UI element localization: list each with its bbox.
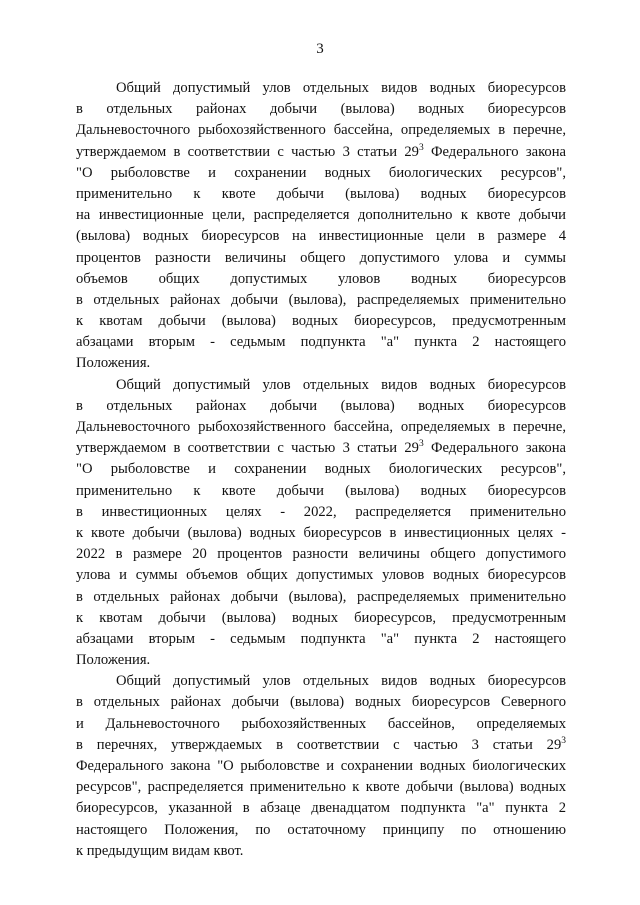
line-text: применительно к квоте добычи (вылова) водных биоресурсов	[76, 482, 566, 499]
line-text: Положения.	[76, 652, 151, 669]
line-text: улова и суммы объемов общих допустимых уловов водных биоресурсов	[76, 567, 566, 584]
text-line	[76, 226, 566, 247]
superscript: 3	[418, 439, 424, 450]
line-text: в инвестиционных целях - 2022, распределяется применительно	[76, 503, 566, 520]
line-text: "О рыболовстве и сохранении водных биологических ресурсов",	[76, 164, 566, 181]
paragraph	[76, 375, 566, 672]
superscript: 3	[418, 142, 424, 153]
text-line	[76, 587, 566, 608]
line-text: в отдельных районах добычи (вылова) водных биоресурсов	[76, 397, 566, 414]
text-line	[76, 417, 566, 438]
text-line	[76, 184, 566, 205]
text-line	[76, 671, 566, 692]
line-text: Дальневосточного рыбохозяйственного бассейна, определяемых в перечне,	[76, 419, 566, 435]
text-line	[76, 290, 566, 311]
text-line	[76, 205, 566, 226]
text-line	[76, 735, 566, 756]
text-line	[76, 248, 566, 269]
line-text: ресурсов", распределяется применительно к квоте добычи (вылова) водных	[76, 779, 566, 796]
text-line	[76, 523, 566, 544]
line-text: абзацами вторым - седьмым подпункта "а" пункта 2 настоящего	[76, 630, 566, 647]
text-line	[76, 269, 566, 290]
page-number: 3	[316, 41, 324, 57]
line-text: (вылова) водных биоресурсов на инвестиционные цели в размере 4	[76, 228, 566, 245]
line-text: Федерального закона "О рыболовстве и сохранении водных биологических	[76, 758, 566, 774]
text-line	[76, 311, 566, 332]
text-line	[76, 544, 566, 565]
line-text: к квотам добычи (вылова) водных биоресурсов, предусмотренным	[76, 313, 566, 330]
line-text: процентов разности величины общего допустимого улова и суммы	[76, 249, 566, 266]
line-text: к квотам добычи (вылова) водных биоресурсов, предусмотренным	[76, 609, 566, 626]
text-line	[76, 650, 566, 671]
line-text: в отдельных районах добычи (вылова) водных биоресурсов Северного	[76, 694, 566, 711]
text-line	[76, 375, 566, 396]
text-line	[76, 714, 566, 735]
line-text: биоресурсов, указанной в абзаце двенадцатом подпункта "а" пункта 2	[76, 800, 566, 817]
text-line	[76, 99, 566, 120]
line-text: утверждаемом в соответствии с частью 3 статьи 29	[76, 143, 419, 160]
text-line	[76, 353, 566, 374]
line-text: Общий допустимый улов отдельных видов водных биоресурсов	[116, 80, 566, 96]
paragraph	[76, 671, 566, 862]
line-text: к предыдущим видам квот.	[76, 842, 244, 859]
line-text: и Дальневосточного рыбохозяйственных бассейнов, определяемых	[76, 715, 566, 732]
line-text: абзацами вторым - седьмым подпункта "а" пункта 2 настоящего	[76, 334, 566, 351]
line-text: к квоте добычи (вылова) водных биоресурсов в инвестиционных целях -	[76, 524, 566, 541]
text-line	[76, 163, 566, 184]
text-line	[76, 396, 566, 417]
text-line	[76, 120, 566, 141]
text-line	[76, 692, 566, 713]
text-line	[76, 78, 566, 99]
paragraph	[76, 78, 566, 375]
line-text: на инвестиционные цели, распределяется дополнительно к квоте добычи	[76, 207, 566, 224]
text-line	[76, 841, 566, 862]
text-line	[76, 798, 566, 819]
text-line	[76, 629, 566, 650]
text-line	[76, 502, 566, 523]
line-text: в отдельных районах добычи (вылова), распределяемых применительно	[76, 588, 566, 605]
text-line	[76, 459, 566, 480]
text-line	[76, 820, 566, 841]
text-line	[76, 142, 566, 163]
line-text: настоящего Положения, по остаточному принципу по отношению	[76, 821, 566, 838]
line-text-after: Федерального закона	[423, 143, 566, 160]
line-text: 2022 в размере 20 процентов разности величины общего допустимого	[76, 546, 566, 563]
text-line	[76, 777, 566, 798]
line-text: Общий допустимый улов отдельных видов водных биоресурсов	[116, 673, 566, 690]
text-line	[76, 756, 566, 777]
line-text: в отдельных районах добычи (вылова) водных биоресурсов	[76, 101, 566, 118]
line-text: в перечнях, утверждаемых в соответствии с частью 3 статьи 29	[76, 736, 562, 753]
text-line	[76, 438, 566, 459]
line-text: Положения.	[76, 355, 151, 372]
document-body	[76, 78, 566, 862]
line-text: Дальневосточного рыбохозяйственного бассейна, определяемых в перечне,	[76, 122, 566, 139]
text-line	[76, 565, 566, 586]
line-text: Общий допустимый улов отдельных видов водных биоресурсов	[116, 376, 566, 393]
line-text: "О рыболовстве и сохранении водных биологических ресурсов",	[76, 461, 566, 478]
line-text: в отдельных районах добычи (вылова), распределяемых применительно	[76, 291, 566, 308]
line-text: применительно к квоте добычи (вылова) водных биоресурсов	[76, 185, 566, 202]
line-text-after: Федерального закона	[423, 440, 566, 457]
superscript: 3	[561, 735, 566, 746]
line-text: объемов общих допустимых уловов водных биоресурсов	[76, 270, 566, 287]
line-text: утверждаемом в соответствии с частью 3 статьи 29	[76, 440, 419, 457]
text-line	[76, 608, 566, 629]
text-line	[76, 332, 566, 353]
text-line	[76, 481, 566, 502]
